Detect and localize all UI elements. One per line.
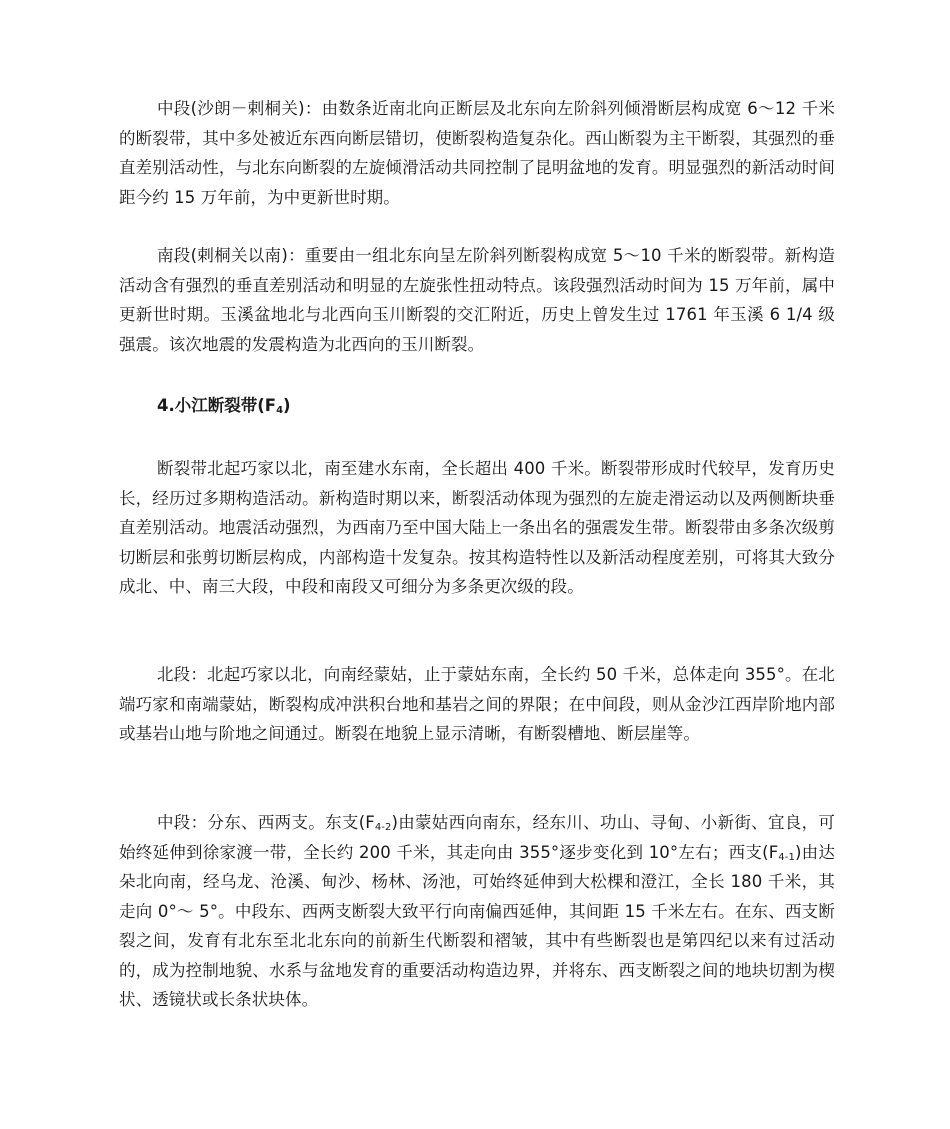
- paragraph-text: )由蒙姑西向南东，经东川、功山、寻甸、小新街、宜良，可始终延伸到徐家渡一带，全长约 200 千米，其走向由 355°逐步变化到 10°左右；西支(F: [119, 813, 836, 862]
- heading-text-suffix: ): [283, 396, 291, 415]
- east-branch-subscript: 4-2: [374, 822, 392, 833]
- paragraph-middle-branches: [119, 808, 835, 1015]
- paragraph-text: 断裂带北起巧家以北，南至建水东南，全长超出 400 千米。断裂带形成时代较早，发育历史长，经历过多期构造活动。新构造时期以来，断裂活动体现为强烈的左旋走滑运动以及两侧断块垂直差别活动。地震活动强烈，为西南乃至中国大陆上一条出名的强震发生带。断裂带由多条次级剪切断层和张剪切断层构成，内部构造十发复杂。按其构造特性以及新活动程度差别，可将其大致分成北、中、南三大段，中段和南段又可细分为多条更次级的段。: [119, 459, 835, 596]
- paragraph-text: )由达朵北向南，经乌龙、沧溪、甸沙、杨林、汤池，可始终延伸到大松棵和澄江，全长 180 千米，其走向 0°～ 5°。中段东、西两支断裂大致平行向南偏西延伸，其间距 15 千米左右。在东、西支断裂之间，发育有北东至北北东向的前新生代断裂和褶皱，其中有些断裂也是第四纪以来有过活动的，成为控制地貌、水系与盆地发育的重要活动构造边界，并将东、西支断裂之间的地块切割为楔状、透镜状或长条状块体。: [119, 842, 835, 1009]
- paragraph-text: 北段：北起巧家以北，向南经蒙姑，止于蒙姑东南，全长约 50 千米，总体走向 355°。在北端巧家和南端蒙姑，断裂构成冲洪积台地和基岩之间的界限；在中间段，则从金沙江西岸阶地内部或基岩山地与阶地之间通过。断裂在地貌上显示清晰，有断裂槽地、断层崖等。: [119, 665, 835, 743]
- heading-subscript: 4: [276, 405, 284, 416]
- paragraph-north-section: [119, 660, 835, 749]
- paragraph-text: 南段(剌桐关以南)：重要由一组北东向呈左阶斜列断裂构成宽 5～10 千米的断裂带。新构造活动含有强烈的垂直差别活动和明显的左旋张性扭动特点。该段强烈活动时间为 15 万年前，属中更新世时期。玉溪盆地北与北西向玉川断裂的交汇附近，历史上曾发生过 1761 年玉溪 6 1/4 级强震。该次地震的发震构造为北西向的玉川断裂。: [119, 246, 835, 354]
- paragraph-south-section: [119, 241, 835, 359]
- paragraph-fault-overview: [119, 454, 835, 602]
- section-heading-xiaojiang: [157, 394, 291, 418]
- west-branch-subscript: 4-1: [778, 851, 795, 863]
- heading-text: 4.小江断裂带(F: [157, 396, 277, 415]
- paragraph-text: 中段：分东、西两支。东支(F: [157, 813, 375, 832]
- paragraph-text: 中段(沙朗－剌桐关)：由数条近南北向正断层及北东向左阶斜列倾滑断层构成宽 6～12 千米的断裂带，其中多处被近东西向断层错切，使断裂构造复杂化。西山断裂为主干断裂，其强烈的垂直差别活动性，与北东向断裂的左旋倾滑活动共同控制了昆明盆地的发育。明显强烈的新活动时间距今约 15 万年前，为中更新世时期。: [119, 99, 835, 207]
- paragraph-middle-section: [119, 94, 835, 212]
